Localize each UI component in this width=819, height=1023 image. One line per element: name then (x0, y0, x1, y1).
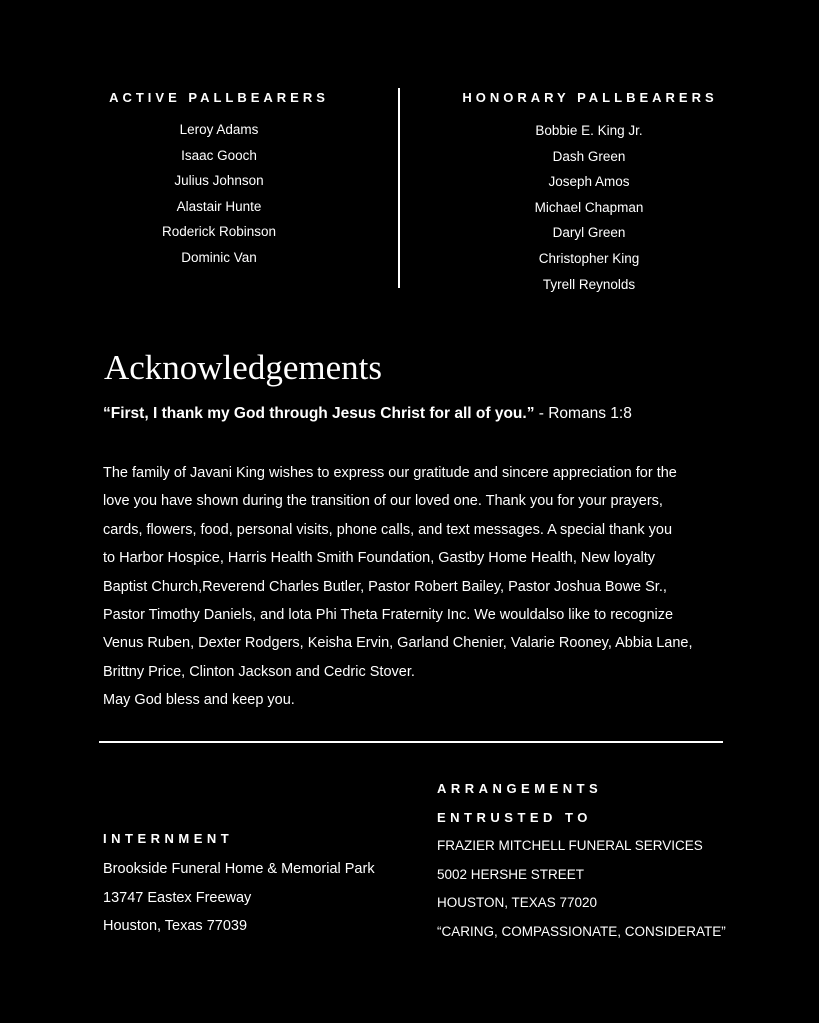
acknowledgement-line: to Harbor Hospice, Harris Health Smith Foundation, Gastby Home Health, New loyalty (103, 550, 656, 567)
honorary-pallbearer-name: Bobbie E. King Jr. (535, 123, 643, 138)
acknowledgement-body (103, 459, 703, 715)
funeral-home-motto: “CARING, COMPASSIONATE, CONSIDERATE” (437, 923, 726, 939)
closing-blessing: May God bless and keep you. (103, 692, 295, 709)
internment-city: Houston, Texas 77039 (103, 918, 248, 935)
active-pallbearer-name: Isaac Gooch (181, 147, 257, 163)
verse-reference: - Romans 1:8 (534, 405, 632, 422)
active-pallbearers-list (119, 117, 319, 271)
honorary-pallbearer-name: Joseph Amos (548, 174, 630, 190)
active-pallbearers-heading: ACTIVE PALLBEARERS (109, 90, 329, 105)
arrangements-subheading: ENTRUSTED TO (437, 809, 592, 825)
scripture-verse (103, 405, 632, 423)
acknowledgement-line: Venus Ruben, Dexter Rodgers, Keisha Ervin, Garland Chenier, Valarie Rooney, Abbia Lane, (103, 635, 693, 652)
arrangements-block (437, 775, 726, 946)
active-pallbearer-name: Roderick Robinson (161, 224, 277, 240)
honorary-pallbearer-name: Christopher King (538, 250, 640, 266)
honorary-pallbearer-name: Michael Chapman (534, 199, 644, 215)
internment-venue: Brookside Funeral Home & Memorial Park (103, 861, 375, 877)
acknowledgements-title: Acknowledgements (104, 348, 382, 387)
honorary-pallbearer-name: Daryl Green (552, 225, 626, 241)
section-divider (99, 741, 723, 743)
acknowledgement-line: love you have shown during the transition of our loved one. Thank you for your prayers, (103, 493, 663, 510)
active-pallbearer-name: Julius Johnson (174, 173, 264, 189)
internment-street: 13747 Eastex Freeway (103, 889, 252, 906)
acknowledgement-line: Pastor Timothy Daniels, and lota Phi Theta Fraternity Inc. We wouldalso like to recognize (103, 607, 674, 624)
honorary-pallbearer-name: Dash Green (552, 148, 626, 164)
funeral-home-city: HOUSTON, TEXAS 77020 (437, 895, 598, 910)
internment-block (103, 829, 375, 941)
acknowledgement-line: Baptist Church,Reverend Charles Butler, Pastor Robert Bailey, Pastor Joshua Bowe Sr., (103, 578, 667, 595)
active-pallbearer-name: Dominic Van (181, 249, 257, 265)
arrangements-heading: ARRANGEMENTS (437, 781, 603, 796)
acknowledgement-line: The family of Javani King wishes to express our gratitude and sincere appreciation for the (103, 465, 677, 481)
honorary-pallbearers-heading: HONORARY PALLBEARERS (462, 90, 718, 105)
honorary-pallbearer-name: Tyrell Reynolds (542, 276, 636, 292)
column-divider (398, 88, 400, 288)
acknowledgement-line: Brittny Price, Clinton Jackson and Cedric Stover. (103, 663, 415, 680)
active-pallbearer-name: Leroy Adams (179, 122, 259, 137)
internment-heading: INTERNMENT (103, 831, 234, 846)
honorary-pallbearers-list (489, 118, 689, 297)
verse-quote: “First, I thank my God through Jesus Christ for all of you.” (103, 405, 535, 422)
active-pallbearer-name: Alastair Hunte (176, 198, 262, 214)
funeral-home-name: FRAZIER MITCHELL FUNERAL SERVICES (437, 838, 703, 853)
acknowledgement-line: cards, flowers, food, personal visits, phone calls, and text messages. A special thank you (103, 521, 673, 538)
funeral-home-street: 5002 HERSHE STREET (437, 866, 585, 882)
